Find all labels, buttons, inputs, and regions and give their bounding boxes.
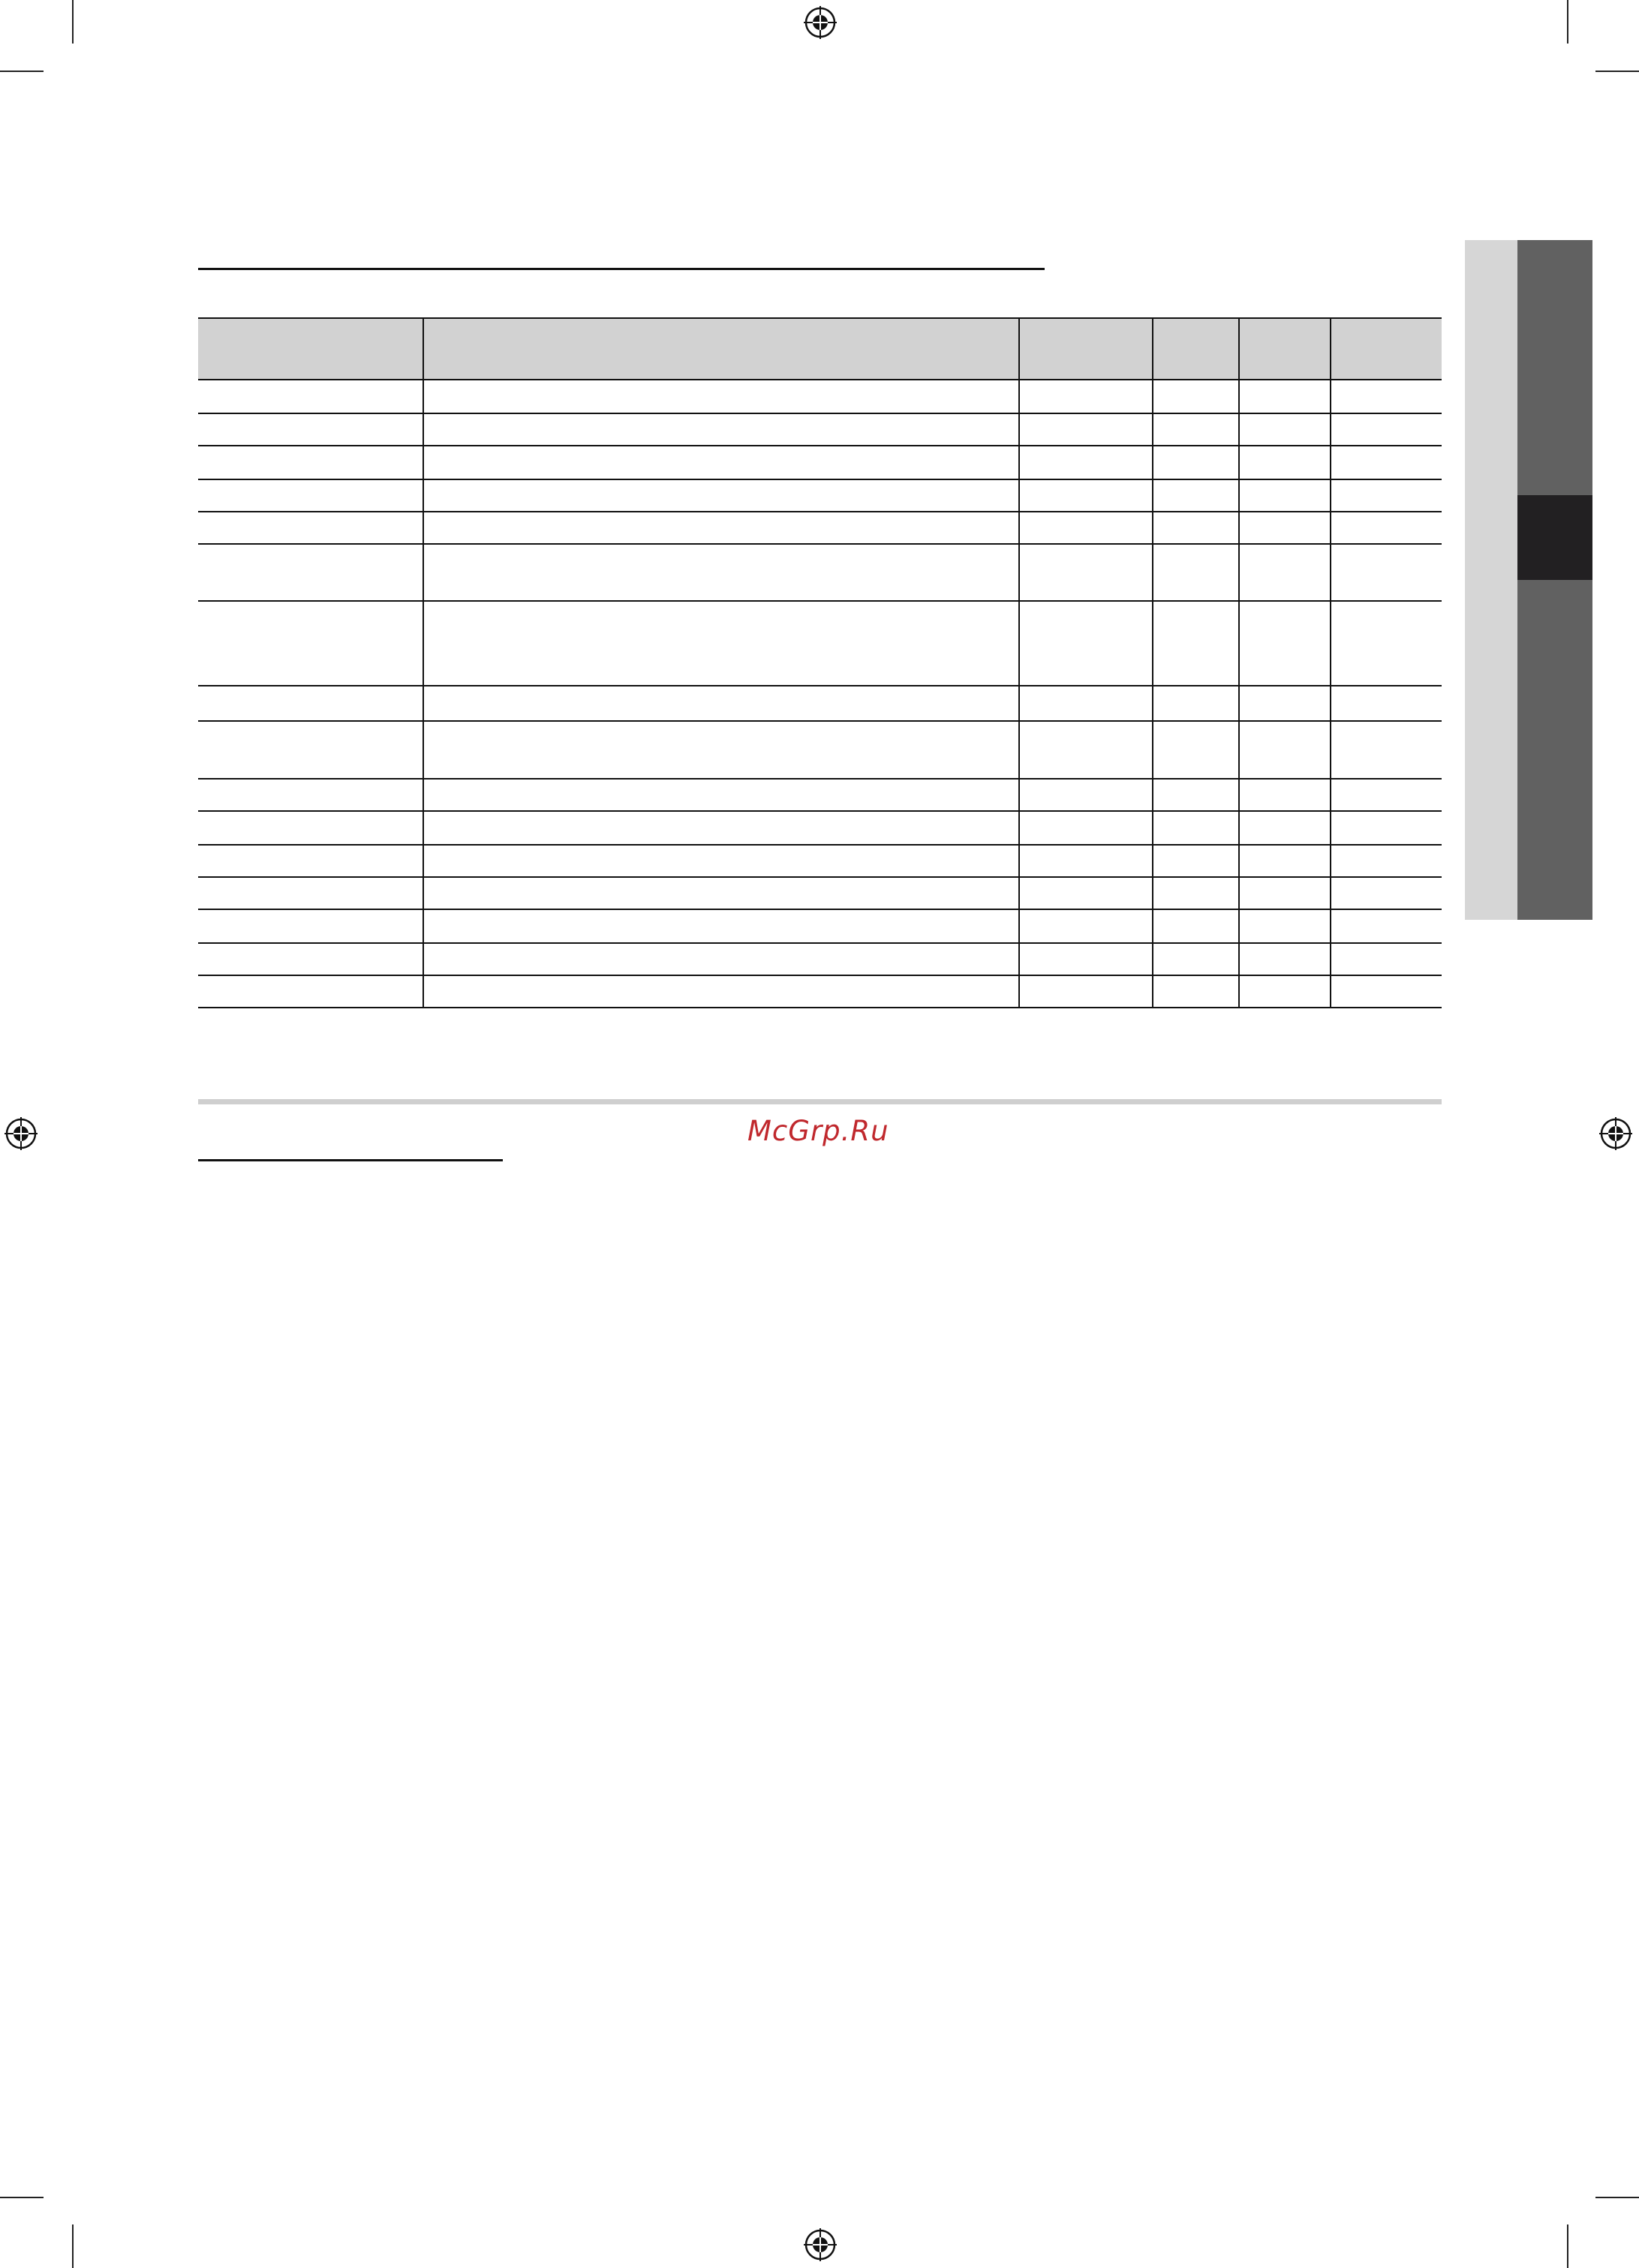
table-row <box>198 975 1442 1008</box>
table-row <box>198 601 1442 686</box>
table-cell <box>1239 975 1331 1008</box>
table-cell <box>1019 512 1153 544</box>
table-cell <box>423 512 1019 544</box>
table-header-cell <box>1331 318 1442 380</box>
table-cell <box>1239 877 1331 909</box>
table-row <box>198 811 1442 845</box>
table-cell <box>1019 413 1153 446</box>
table-cell <box>1239 601 1331 686</box>
table-cell <box>1331 943 1442 975</box>
table-row <box>198 909 1442 943</box>
table-header-cell <box>423 318 1019 380</box>
table-cell <box>1019 779 1153 811</box>
table-cell <box>198 721 423 779</box>
table-cell <box>1331 512 1442 544</box>
table-cell <box>423 943 1019 975</box>
chapter-tab-dark <box>1517 240 1592 920</box>
table-cell <box>1019 721 1153 779</box>
table-cell <box>1331 413 1442 446</box>
table-cell <box>198 446 423 479</box>
table-cell <box>198 975 423 1008</box>
table-cell <box>198 779 423 811</box>
crop-mark-top-left-h <box>0 71 44 72</box>
table-row <box>198 380 1442 413</box>
table-cell <box>1153 845 1239 877</box>
table-cell <box>423 446 1019 479</box>
table-cell <box>1019 601 1153 686</box>
table-row <box>198 413 1442 446</box>
subsection-title-rule <box>198 1159 503 1161</box>
table-cell <box>1239 686 1331 721</box>
table-cell <box>1019 811 1153 845</box>
table-cell <box>1019 446 1153 479</box>
table-cell <box>1153 877 1239 909</box>
table-cell <box>1239 845 1331 877</box>
table-cell <box>1019 845 1153 877</box>
table-cell <box>1331 544 1442 601</box>
table-cell <box>198 811 423 845</box>
table-cell <box>1019 975 1153 1008</box>
table-header-cell <box>1019 318 1153 380</box>
table-row <box>198 721 1442 779</box>
crop-mark-top-right <box>1567 0 1568 44</box>
table-cell <box>423 909 1019 943</box>
table-cell <box>423 845 1019 877</box>
table-header-cell <box>1153 318 1239 380</box>
table-cell <box>198 544 423 601</box>
crop-mark-top-left <box>72 0 74 44</box>
table-cell <box>1153 446 1239 479</box>
table-cell <box>423 686 1019 721</box>
table-cell <box>1331 601 1442 686</box>
table-cell <box>198 877 423 909</box>
registration-target-icon <box>1599 1117 1632 1150</box>
table-cell <box>198 479 423 512</box>
table-cell <box>1019 380 1153 413</box>
table-cell <box>423 811 1019 845</box>
chapter-tab-light <box>1465 240 1517 920</box>
table-cell <box>1331 877 1442 909</box>
table-cell <box>198 943 423 975</box>
table-cell <box>1239 479 1331 512</box>
crop-mark-bottom-right-h <box>1595 2197 1639 2198</box>
spec-table <box>198 317 1442 1008</box>
table-cell <box>1331 845 1442 877</box>
table-cell <box>198 909 423 943</box>
table-cell <box>1331 686 1442 721</box>
table-cell <box>423 479 1019 512</box>
table-cell <box>1239 909 1331 943</box>
table-cell <box>1239 544 1331 601</box>
table-cell <box>198 413 423 446</box>
table-row <box>198 544 1442 601</box>
table-cell <box>423 877 1019 909</box>
registration-target-icon <box>804 2228 837 2261</box>
table-cell <box>423 380 1019 413</box>
table-cell <box>1153 686 1239 721</box>
table-cell <box>1239 446 1331 479</box>
section-title-rule <box>198 268 1045 270</box>
table-cell <box>1019 877 1153 909</box>
table-row <box>198 446 1442 479</box>
table-cell <box>1153 413 1239 446</box>
table-cell <box>423 601 1019 686</box>
table-cell <box>1153 909 1239 943</box>
watermark-text: McGrp.Ru <box>747 1115 889 1147</box>
table-row <box>198 845 1442 877</box>
table-cell <box>198 845 423 877</box>
table-cell <box>1331 380 1442 413</box>
table-cell <box>1331 779 1442 811</box>
table-header-cell <box>1239 318 1331 380</box>
table-cell <box>1153 943 1239 975</box>
table-row <box>198 779 1442 811</box>
table-cell <box>1153 601 1239 686</box>
table-cell <box>1019 479 1153 512</box>
table-cell <box>1153 479 1239 512</box>
table-cell <box>1019 943 1153 975</box>
chapter-tab-active <box>1517 495 1592 580</box>
table-cell <box>1239 721 1331 779</box>
section-separator <box>198 1099 1442 1104</box>
table-cell <box>198 380 423 413</box>
table-cell <box>423 779 1019 811</box>
table-row <box>198 943 1442 975</box>
table-cell <box>423 544 1019 601</box>
table-cell <box>1239 413 1331 446</box>
table-cell <box>198 512 423 544</box>
table-cell <box>1239 779 1331 811</box>
crop-mark-bottom-left <box>72 2224 74 2268</box>
table-cell <box>1153 975 1239 1008</box>
table-cell <box>1331 721 1442 779</box>
table-cell <box>1239 943 1331 975</box>
table-cell <box>198 601 423 686</box>
table-cell <box>1153 811 1239 845</box>
table-header-cell <box>198 318 423 380</box>
table-cell <box>1019 686 1153 721</box>
table-cell <box>1153 544 1239 601</box>
table-cell <box>1239 380 1331 413</box>
table-cell <box>1019 544 1153 601</box>
registration-target-icon <box>804 6 837 39</box>
table-cell <box>1153 721 1239 779</box>
table-cell <box>1019 909 1153 943</box>
crop-mark-bottom-left-h <box>0 2197 44 2198</box>
crop-mark-bottom-right <box>1567 2224 1568 2268</box>
table-cell <box>1331 975 1442 1008</box>
table-cell <box>1331 909 1442 943</box>
table-row <box>198 877 1442 909</box>
table-row <box>198 686 1442 721</box>
table-cell <box>1153 380 1239 413</box>
crop-mark-top-right-h <box>1595 71 1639 72</box>
table-cell <box>1331 811 1442 845</box>
table-cell <box>1331 446 1442 479</box>
table-cell <box>1153 512 1239 544</box>
table-row <box>198 479 1442 512</box>
registration-target-icon <box>5 1117 38 1150</box>
table-cell <box>423 721 1019 779</box>
table-header-row <box>198 318 1442 380</box>
table-cell <box>198 686 423 721</box>
table-cell <box>1239 811 1331 845</box>
table-cell <box>423 975 1019 1008</box>
table-cell <box>1331 479 1442 512</box>
table-row <box>198 512 1442 544</box>
table-cell <box>423 413 1019 446</box>
table-cell <box>1239 512 1331 544</box>
table-cell <box>1153 779 1239 811</box>
